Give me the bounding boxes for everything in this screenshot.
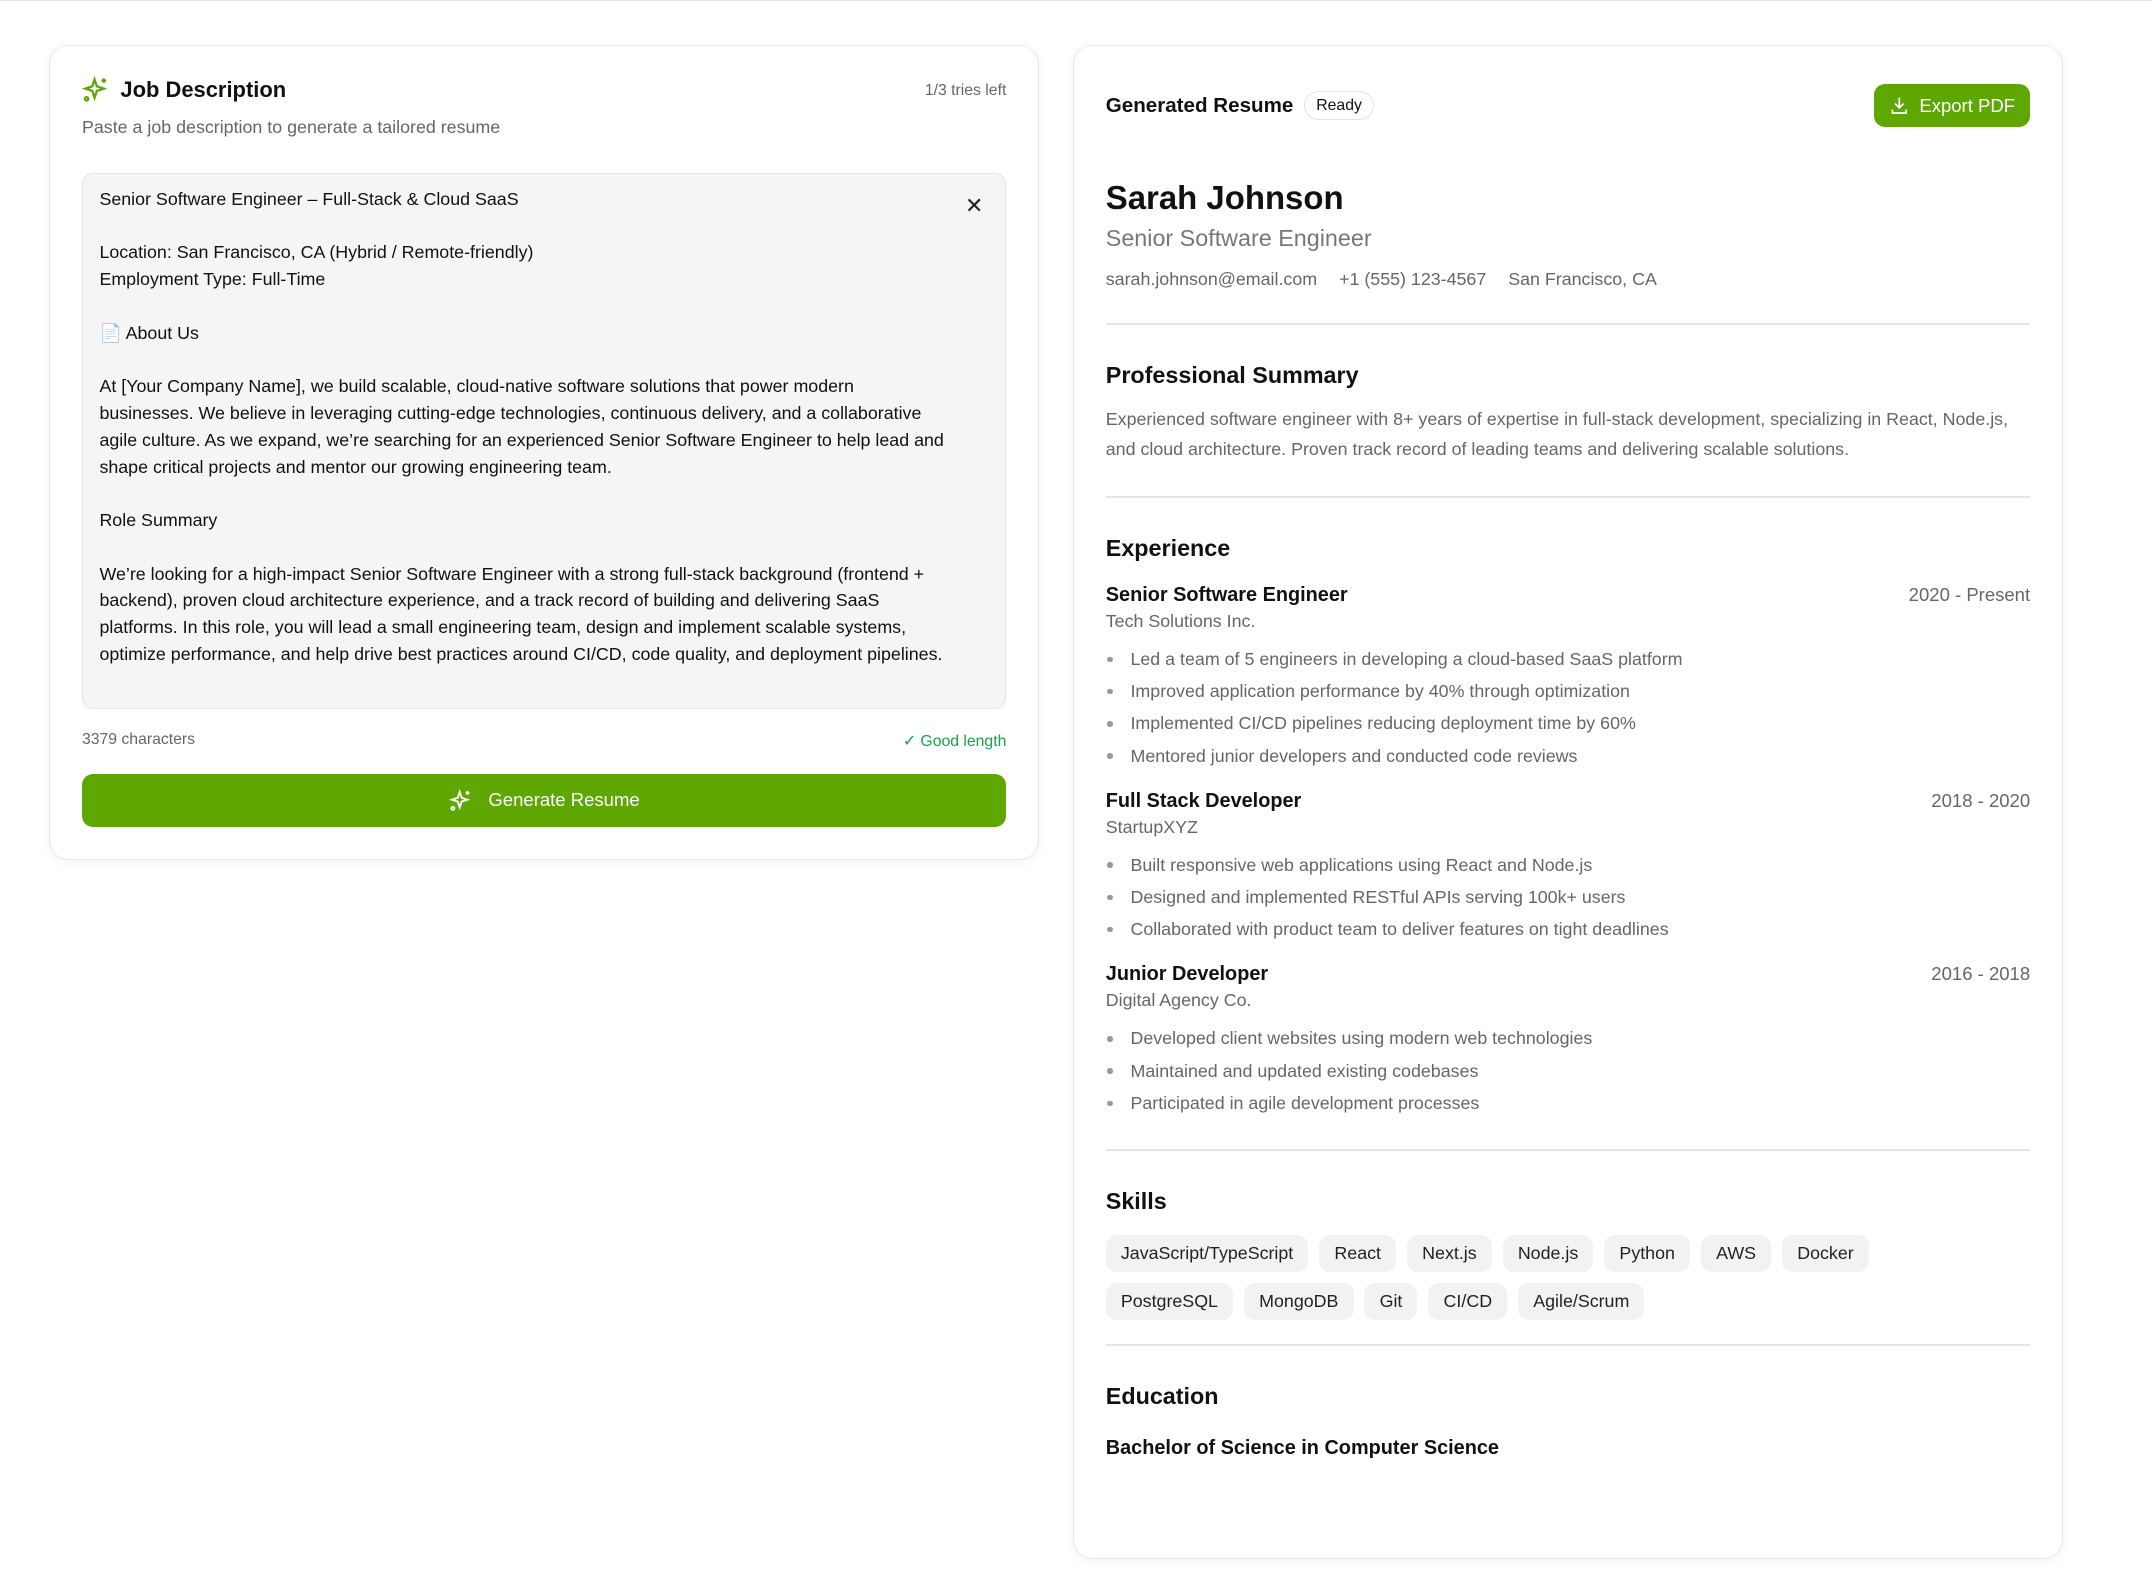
generated-resume-card [1073, 45, 2063, 1559]
export-pdf-button[interactable] [1874, 84, 2030, 127]
jd-line: We’re looking for a high-impact Senior Software Engineer with a strong full-stack background (frontend + backend), proven cloud architecture experience, and a track record of building and delivering SaaS platforms. In this role, you will lead a small engineering team, design and implement scalable systems, optimize performance, and help drive best practices around CI/CD, code quality, and deployment pipelines. [99, 563, 943, 664]
status-badge: Ready [1304, 91, 1374, 119]
bullet: Mentored junior developers and conducted code reviews [1106, 740, 2030, 772]
divider [1106, 1149, 2030, 1151]
panel-subtitle: Paste a job description to generate a tailored resume [81, 117, 501, 138]
generate-resume-button[interactable] [82, 774, 1006, 826]
section-heading: Skills [1105, 1188, 1167, 1215]
job-dates: 2018 - 2020 [1931, 789, 2031, 811]
export-label: Export PDF [1919, 94, 2016, 116]
job-title: Full Stack Developer [1105, 789, 1302, 812]
experience-entry [1106, 790, 2030, 946]
divider [1106, 1344, 2030, 1346]
job-dates: 2016 - 2018 [1931, 963, 2031, 985]
bullet: Designed and implemented RESTful APIs serving 100k+ users [1106, 881, 2030, 913]
job-title: Senior Software Engineer [1105, 583, 1348, 606]
section-heading: Education [1105, 1382, 1219, 1409]
skill-chip: Git [1364, 1283, 1417, 1320]
divider [1106, 496, 2030, 498]
bullet: Participated in agile development processes [1106, 1087, 2030, 1119]
skill-chip: Docker [1782, 1235, 1869, 1272]
jd-line: 📄 About Us [99, 322, 199, 343]
bullet: Implemented CI/CD pipelines reducing deployment time by 60% [1106, 707, 2030, 739]
experience-entry [1106, 584, 2030, 772]
email: sarah.johnson@email.com [1105, 268, 1318, 289]
sparkle-icon [82, 76, 109, 103]
skill-chip: Node.js [1503, 1235, 1594, 1272]
skill-chip: JavaScript/TypeScript [1106, 1235, 1309, 1272]
experience-entry [1106, 963, 2030, 1119]
resume-panel-title: Generated Resume [1105, 93, 1294, 117]
tries-left: 1/3 tries left [924, 81, 1007, 99]
skill-chip: PostgreSQL [1106, 1283, 1233, 1320]
section-heading: Professional Summary [1105, 361, 1359, 388]
character-count: 3379 characters [81, 731, 196, 749]
bullet: Led a team of 5 engineers in developing a cloud-based SaaS platform [1106, 643, 2030, 675]
skill-chip: MongoDB [1244, 1283, 1353, 1320]
skill-chip: AWS [1701, 1235, 1771, 1272]
bullet: Improved application performance by 40% through optimization [1106, 675, 2030, 707]
bullet: Maintained and updated existing codebases [1106, 1055, 2030, 1087]
skill-chip: CI/CD [1428, 1283, 1507, 1320]
job-title: Junior Developer [1105, 963, 1269, 986]
company: Digital Agency Co. [1105, 990, 1252, 1011]
resume-name: Sarah Johnson [1105, 179, 1344, 216]
length-status: ✓ Good length [902, 733, 1007, 751]
jd-line: Senior Software Engineer – Full-Stack & Cloud SaaS [99, 188, 519, 209]
skill-chip: Next.js [1407, 1235, 1492, 1272]
bullet: Built responsive web applications using React and Node.js [1106, 849, 2030, 881]
clear-close-icon[interactable]: ✕ [965, 192, 984, 218]
bullet: Developed client websites using modern web technologies [1106, 1022, 2030, 1054]
bullet: Collaborated with product team to deliver features on tight deadlines [1106, 913, 2030, 945]
download-icon [1889, 95, 1910, 116]
sparkle-icon [449, 789, 472, 812]
company: StartupXYZ [1105, 816, 1198, 837]
phone: +1 (555) 123-4567 [1339, 268, 1487, 289]
divider [1106, 323, 2030, 325]
skill-chip: React [1319, 1235, 1396, 1272]
jd-line: At [Your Company Name], we build scalable, cloud-native software solutions that power modern businesses. We believe in leveraging cutting-edge technologies, continuous delivery, and a collaborative agile culture. As we expand, we’re searching for an experienced Senior Software Engineer to help lead and shape critical projects and mentor our growing engineering team. [99, 376, 944, 477]
resume-role: Senior Software Engineer [1105, 225, 1372, 252]
degree: Bachelor of Science in Computer Science [1105, 1437, 1499, 1460]
job-dates: 2020 - Present [1908, 583, 2031, 605]
summary-text: Experienced software engineer with 8+ years of expertise in full-stack development, specializing in React, Node.js, and cloud architecture. Proven track record of leading teams and delivering scalable solutions. [1105, 408, 2009, 459]
location: San Francisco, CA [1508, 268, 1657, 289]
jd-line: Location: San Francisco, CA (Hybrid / Remote-friendly) [99, 242, 534, 263]
skill-chip: Python [1604, 1235, 1690, 1272]
section-heading: Experience [1105, 534, 1231, 561]
jd-line: Role Summary [99, 510, 218, 531]
generate-label: Generate Resume [488, 789, 640, 811]
skill-chip: Agile/Scrum [1518, 1283, 1644, 1320]
company: Tech Solutions Inc. [1105, 610, 1256, 631]
panel-title: Job Description [120, 76, 287, 102]
job-description-textarea[interactable] [82, 173, 1006, 710]
job-description-card [49, 45, 1039, 860]
jd-line: Employment Type: Full-Time [99, 269, 326, 290]
